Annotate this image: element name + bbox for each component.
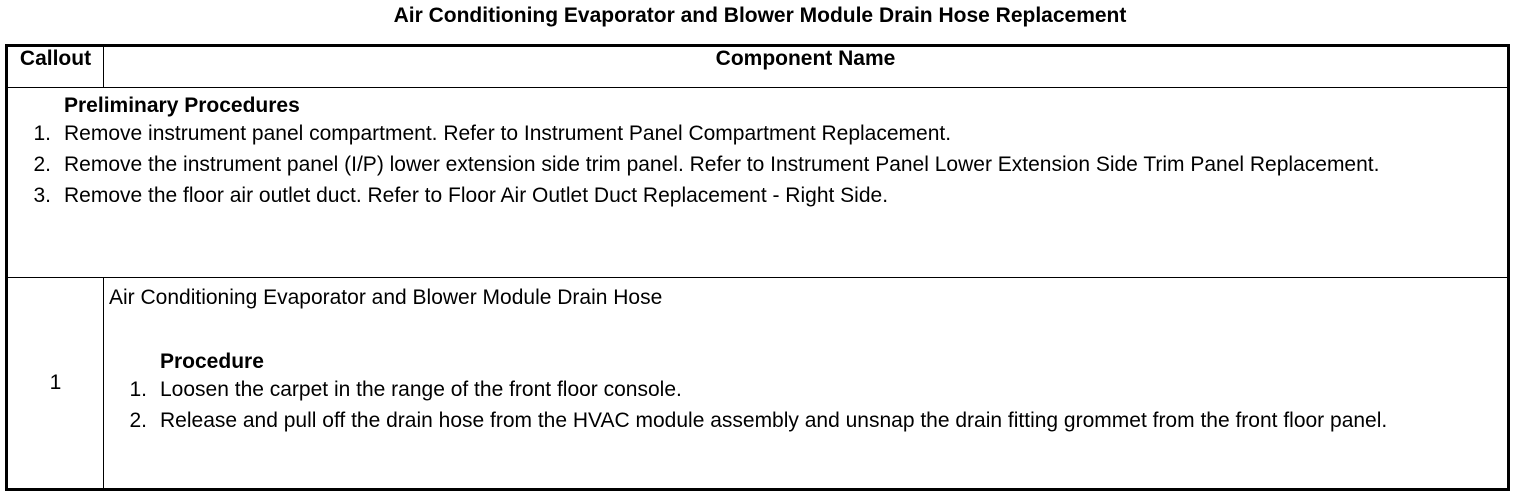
list-item xyxy=(8,180,1507,211)
list-item xyxy=(104,374,1507,405)
preliminary-row xyxy=(7,88,1509,278)
document-title: Air Conditioning Evaporator and Blower Module Drain Hose Replacement xyxy=(393,4,1127,27)
list-item xyxy=(8,149,1507,180)
preliminary-steps xyxy=(8,118,1507,211)
component-name-header: Component Name xyxy=(104,46,1509,88)
table-header-row xyxy=(7,46,1509,88)
step-number: 3. xyxy=(33,184,51,207)
procedure-heading: Procedure xyxy=(160,350,264,373)
list-item xyxy=(8,118,1507,149)
step-text: Loosen the carpet in the range of the front floor console. xyxy=(160,378,682,401)
component-cell xyxy=(104,278,1509,490)
step-text: Release and pull off the drain hose from the HVAC module assembly and unsnap the drain fitting grommet from the front floor panel. xyxy=(160,409,1388,432)
component-name: Air Conditioning Evaporator and Blower Module Drain Hose xyxy=(109,286,663,309)
list-item xyxy=(104,405,1507,436)
step-number: 1. xyxy=(129,378,147,401)
procedure-steps xyxy=(104,374,1507,436)
callout-header: Callout xyxy=(7,46,104,88)
step-number: 1. xyxy=(33,122,51,145)
preliminary-heading: Preliminary Procedures xyxy=(64,94,300,117)
step-number: 2. xyxy=(33,153,51,176)
component-table xyxy=(5,44,1510,491)
callout-number: 1 xyxy=(7,278,104,490)
table-row xyxy=(7,278,1509,490)
step-text: Remove the instrument panel (I/P) lower extension side trim panel. Refer to Instrument Panel Lower Extension Side Trim Panel Replacement. xyxy=(64,153,1380,176)
preliminary-procedures-cell xyxy=(7,88,1509,278)
step-text: Remove the floor air outlet duct. Refer to Floor Air Outlet Duct Replacement - Right Side. xyxy=(64,184,889,207)
step-number: 2. xyxy=(129,409,147,432)
step-text: Remove instrument panel compartment. Refer to Instrument Panel Compartment Replacement. xyxy=(64,122,952,145)
